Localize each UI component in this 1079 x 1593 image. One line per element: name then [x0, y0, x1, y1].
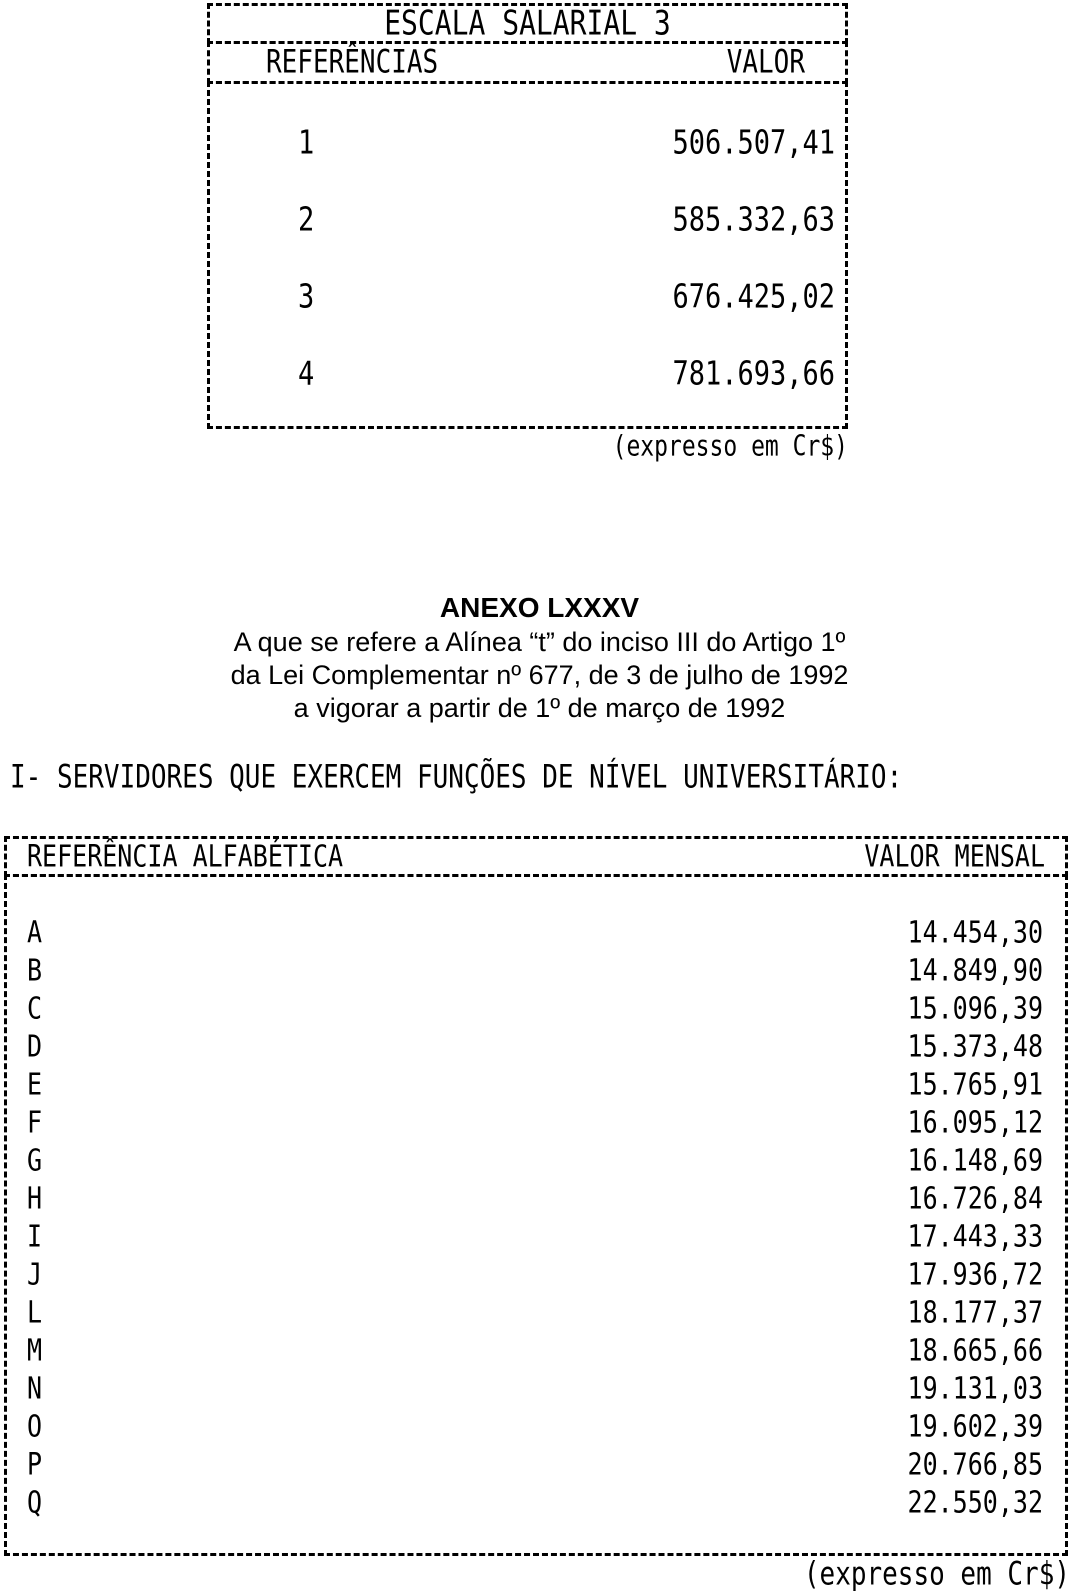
ref-cell: I [27, 1217, 43, 1254]
ref-cell: H [27, 1179, 43, 1216]
valor-cell: 16.726,84 [907, 1179, 1043, 1216]
table-row [7, 1445, 1065, 1483]
ref-cell: J [27, 1255, 43, 1292]
valor-cell: 16.148,69 [907, 1141, 1043, 1178]
valor-cell: 585.332,63 [672, 201, 835, 240]
monthly-table-footnote: (expresso em Cr$) [803, 1556, 1070, 1593]
salary-table-body [207, 81, 848, 429]
ref-cell: 2 [298, 201, 315, 240]
valor-cell: 18.665,66 [907, 1331, 1043, 1368]
column-header-referencia-alfabetica: REFERÊNCIA ALFABÉTICA [27, 838, 344, 874]
valor-cell: 17.936,72 [907, 1255, 1043, 1292]
section-heading: I- SERVIDORES QUE EXERCEM FUNÇÕES DE NÍVEL UNIVERSITÁRIO: [10, 759, 903, 796]
ref-cell: N [27, 1369, 43, 1406]
valor-cell: 20.766,85 [907, 1445, 1043, 1482]
valor-cell: 16.095,12 [907, 1103, 1043, 1140]
valor-cell: 676.425,02 [672, 278, 835, 317]
valor-cell: 19.131,03 [907, 1369, 1043, 1406]
ref-cell: D [27, 1027, 43, 1064]
table-row [7, 1103, 1065, 1141]
table-row [7, 1293, 1065, 1331]
valor-cell: 15.373,48 [907, 1027, 1043, 1064]
column-header-valor: VALOR [726, 43, 805, 81]
valor-cell: 14.849,90 [907, 951, 1043, 988]
anexo-line: a vigorar a partir de 1º de março de 1992 [293, 693, 786, 723]
ref-cell: 4 [298, 355, 315, 394]
column-header-valor-mensal: VALOR MENSAL [864, 838, 1045, 874]
table-row [7, 913, 1065, 951]
ref-cell: 1 [298, 124, 315, 163]
table-row [7, 1027, 1065, 1065]
ref-cell: L [27, 1293, 43, 1330]
table-row [210, 182, 845, 259]
anexo-line: A que se refere a Alínea “t” do inciso III do Artigo 1º [233, 627, 846, 657]
ref-cell: A [27, 913, 43, 950]
valor-cell: 15.096,39 [907, 989, 1043, 1026]
table-row [7, 1407, 1065, 1445]
anexo-line: da Lei Complementar nº 677, de 3 de julho de 1992 [230, 660, 849, 690]
anexo-heading-block [0, 590, 1079, 725]
table-row [7, 1369, 1065, 1407]
table-row [7, 1255, 1065, 1293]
valor-cell: 18.177,37 [907, 1293, 1043, 1330]
valor-cell: 14.454,30 [907, 913, 1043, 950]
table-row [7, 951, 1065, 989]
monthly-table-body [4, 874, 1068, 1556]
ref-cell: O [27, 1407, 43, 1444]
table-row [210, 105, 845, 182]
table-row [7, 1141, 1065, 1179]
monthly-value-table [4, 836, 1068, 1556]
table-row [210, 336, 845, 413]
ref-cell: B [27, 951, 43, 988]
valor-cell: 17.443,33 [907, 1217, 1043, 1254]
ref-cell: F [27, 1103, 43, 1140]
table-row [7, 1483, 1065, 1521]
anexo-title: ANEXO LXXXV [439, 592, 640, 623]
salary-table-title-row [207, 3, 848, 44]
salary-scale-table [207, 3, 848, 429]
ref-cell: G [27, 1141, 43, 1178]
table-row [7, 1331, 1065, 1369]
ref-cell: C [27, 989, 43, 1026]
valor-cell: 781.693,66 [672, 355, 835, 394]
valor-cell: 19.602,39 [907, 1407, 1043, 1444]
valor-cell: 22.550,32 [907, 1483, 1043, 1520]
monthly-table-header-row [4, 836, 1068, 877]
column-header-referencias: REFERÊNCIAS [266, 43, 439, 81]
salary-table-title: ESCALA SALARIAL 3 [384, 3, 671, 44]
table-row [7, 1179, 1065, 1217]
salary-table-header-row [207, 41, 848, 84]
table-row [210, 259, 845, 336]
ref-cell: E [27, 1065, 43, 1102]
ref-cell: M [27, 1331, 43, 1368]
valor-cell: 506.507,41 [672, 124, 835, 163]
ref-cell: P [27, 1445, 43, 1482]
table-row [7, 1065, 1065, 1103]
ref-cell: 3 [298, 278, 315, 317]
valor-cell: 15.765,91 [907, 1065, 1043, 1102]
table-row [7, 1217, 1065, 1255]
ref-cell: Q [27, 1483, 43, 1520]
salary-table-footnote: (expresso em Cr$) [612, 430, 848, 463]
table-row [7, 989, 1065, 1027]
